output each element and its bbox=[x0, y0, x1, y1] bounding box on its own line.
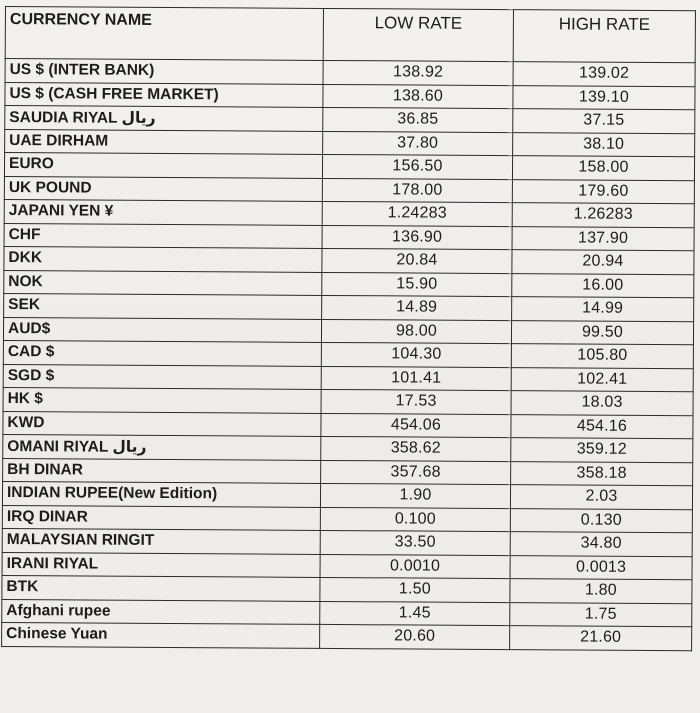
high-rate-cell: 99.50 bbox=[511, 320, 693, 345]
low-rate-cell: 98.00 bbox=[321, 319, 511, 344]
low-rate-cell: 138.60 bbox=[323, 84, 513, 109]
high-rate-cell: 0.130 bbox=[510, 508, 692, 533]
table-row bbox=[2, 622, 692, 650]
high-rate-cell: 102.41 bbox=[511, 367, 693, 392]
high-rate-cell: 1.75 bbox=[510, 602, 692, 627]
low-rate-cell: 1.45 bbox=[320, 601, 510, 626]
low-rate-cell: 20.60 bbox=[320, 624, 510, 649]
currency-name-cell: NOK bbox=[4, 270, 322, 295]
high-rate-cell: 158.00 bbox=[512, 156, 694, 181]
high-rate-cell: 139.10 bbox=[513, 85, 695, 110]
high-rate-cell: 359.12 bbox=[511, 438, 693, 463]
high-rate-cell: 105.80 bbox=[511, 344, 693, 369]
currency-name-cell: SAUDIA RIYAL ریال bbox=[5, 106, 323, 131]
low-rate-cell: 36.85 bbox=[323, 107, 513, 132]
high-rate-cell: 137.90 bbox=[512, 226, 694, 251]
high-rate-cell: 454.16 bbox=[511, 414, 693, 439]
header-high-rate: HIGH RATE bbox=[513, 10, 695, 41]
low-rate-cell: 101.41 bbox=[321, 366, 511, 391]
high-rate-cell: 20.94 bbox=[512, 250, 694, 275]
low-rate-cell: 1.90 bbox=[320, 483, 510, 508]
currency-name-cell: EURO bbox=[4, 153, 322, 178]
low-rate-cell: 104.30 bbox=[321, 342, 511, 367]
currency-name-cell: INDIAN RUPEE(New Edition) bbox=[2, 481, 320, 506]
currency-name-cell: SEK bbox=[4, 293, 322, 318]
high-rate-cell: 1.26283 bbox=[512, 203, 694, 228]
high-rate-cell: 179.60 bbox=[512, 179, 694, 204]
low-rate-cell: 178.00 bbox=[322, 178, 512, 203]
currency-name-cell: Chinese Yuan bbox=[2, 622, 320, 647]
low-rate-cell: 0.0010 bbox=[320, 554, 510, 579]
low-rate-cell: 0.100 bbox=[320, 507, 510, 532]
low-rate-cell: 358.62 bbox=[321, 436, 511, 461]
currency-name-cell: DKK bbox=[4, 246, 322, 271]
high-rate-cell: 34.80 bbox=[510, 532, 692, 557]
high-rate-cell: 38.10 bbox=[513, 132, 695, 157]
low-rate-cell: 156.50 bbox=[322, 154, 512, 179]
currency-name-cell: IRANI RIYAL bbox=[2, 552, 320, 577]
currency-name-cell: UK POUND bbox=[4, 176, 322, 201]
high-rate-cell: 21.60 bbox=[510, 626, 692, 651]
low-rate-cell: 14.89 bbox=[322, 295, 512, 320]
spacer-cell bbox=[323, 38, 513, 61]
high-rate-cell: 16.00 bbox=[512, 273, 694, 298]
low-rate-cell: 136.90 bbox=[322, 225, 512, 250]
low-rate-cell: 37.80 bbox=[323, 131, 513, 156]
low-rate-cell: 357.68 bbox=[321, 460, 511, 485]
high-rate-cell: 1.80 bbox=[510, 579, 692, 604]
low-rate-cell: 1.24283 bbox=[322, 201, 512, 226]
spacer-cell bbox=[513, 40, 695, 63]
currency-name-cell: CAD $ bbox=[3, 340, 321, 365]
high-rate-cell: 139.02 bbox=[513, 62, 695, 87]
currency-name-cell: SGD $ bbox=[3, 364, 321, 389]
high-rate-cell: 2.03 bbox=[510, 485, 692, 510]
high-rate-cell: 358.18 bbox=[511, 461, 693, 486]
header-low-rate: LOW RATE bbox=[323, 8, 513, 39]
currency-name-cell: CHF bbox=[4, 223, 322, 248]
currency-name-cell: AUD$ bbox=[3, 317, 321, 342]
rate-rows bbox=[2, 59, 696, 651]
currency-name-cell: BTK bbox=[2, 575, 320, 600]
low-rate-cell: 1.50 bbox=[320, 577, 510, 602]
high-rate-cell: 37.15 bbox=[513, 109, 695, 134]
currency-name-cell: UAE DIRHAM bbox=[5, 129, 323, 154]
currency-name-cell: JAPANI YEN ¥ bbox=[4, 199, 322, 224]
low-rate-cell: 15.90 bbox=[322, 272, 512, 297]
low-rate-cell: 33.50 bbox=[320, 530, 510, 555]
currency-name-cell: Afghani rupee bbox=[2, 599, 320, 624]
header-currency-name: CURRENCY NAME bbox=[5, 7, 323, 39]
currency-name-cell: US $ (INTER BANK) bbox=[5, 59, 323, 84]
currency-name-cell: OMANI RIYAL ریال bbox=[3, 434, 321, 459]
high-rate-cell: 18.03 bbox=[511, 391, 693, 416]
currency-name-cell: IRQ DINAR bbox=[2, 505, 320, 530]
currency-name-cell: HK $ bbox=[3, 387, 321, 412]
high-rate-cell: 14.99 bbox=[512, 297, 694, 322]
spacer-cell bbox=[5, 37, 323, 61]
currency-name-cell: KWD bbox=[3, 411, 321, 436]
currency-name-cell: BH DINAR bbox=[3, 458, 321, 483]
currency-rates-table bbox=[1, 6, 696, 651]
low-rate-cell: 454.06 bbox=[321, 413, 511, 438]
low-rate-cell: 138.92 bbox=[323, 60, 513, 85]
currency-name-cell: US $ (CASH FREE MARKET) bbox=[5, 82, 323, 107]
low-rate-cell: 17.53 bbox=[321, 389, 511, 414]
high-rate-cell: 0.0013 bbox=[510, 555, 692, 580]
table-header-row bbox=[5, 7, 695, 41]
currency-name-cell: MALAYSIAN RINGIT bbox=[2, 528, 320, 553]
low-rate-cell: 20.84 bbox=[322, 248, 512, 273]
